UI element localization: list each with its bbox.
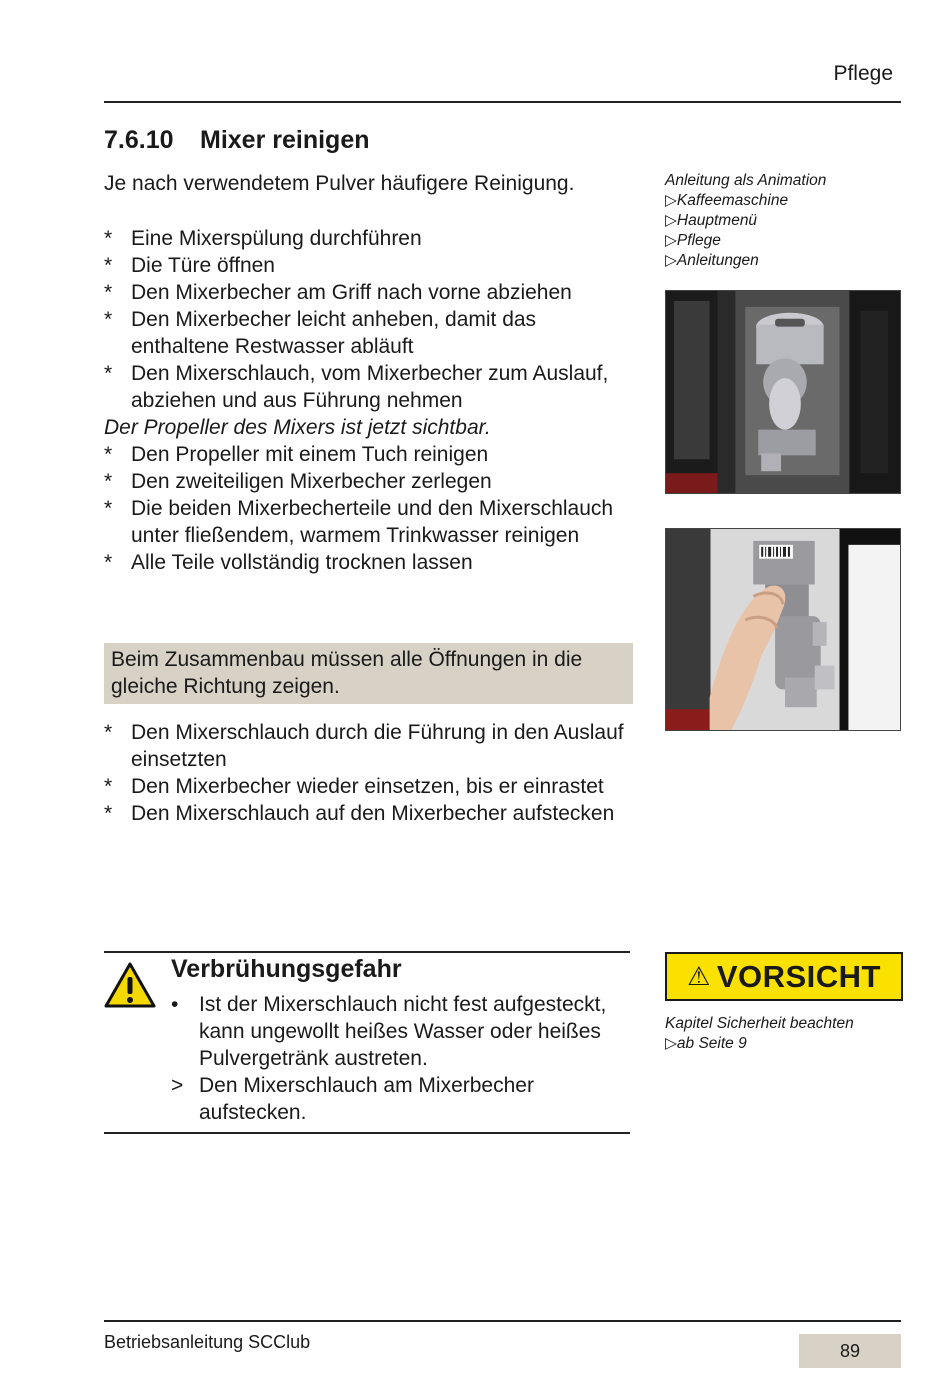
triangle-right-icon: ▷ — [665, 252, 677, 269]
list-item: * Den Mixerschlauch, vom Mixerbecher zum Auslauf, abziehen und aus Führung nehmen — [104, 360, 634, 414]
warning-triangle-icon: ⚠ — [687, 961, 711, 991]
footer-rule — [104, 1320, 901, 1322]
warning-list — [171, 991, 631, 1126]
steps-list-a — [104, 225, 634, 576]
list-item: * Den Mixerbecher wieder einsetzen, bis er einrastet — [104, 773, 634, 800]
list-item: * Die Türe öffnen — [104, 252, 634, 279]
caution-label — [665, 952, 903, 1001]
list-item: > Den Mixerschlauch am Mixerbecher aufstecken. — [171, 1074, 534, 1124]
list-item: • Ist der Mixerschlauch nicht fest aufgesteckt, kann ungewollt heißes Wasser oder heißes Pulvergetränk austreten. — [171, 993, 607, 1070]
safety-note — [665, 1014, 854, 1054]
italic-note: Der Propeller des Mixers ist jetzt sichtbar. — [104, 416, 491, 439]
page-number: 89 — [799, 1334, 901, 1368]
triangle-right-icon: ▷ — [665, 1035, 677, 1052]
list-item: * Alle Teile vollständig trocknen lassen — [104, 549, 634, 576]
section-title — [104, 126, 370, 155]
list-item: * Den Mixerbecher am Griff nach vorne abziehen — [104, 279, 634, 306]
caution-text: VORSICHT — [716, 958, 881, 994]
warning-box — [104, 951, 630, 1134]
menu-path-item: ▷Pflege — [665, 232, 721, 249]
intro-text: Je nach verwendetem Pulver häufigere Reinigung. — [104, 172, 575, 195]
list-item: * Den Mixerbecher leicht anheben, damit das enthaltene Restwasser abläuft — [104, 306, 634, 360]
mixer-photo — [665, 290, 901, 494]
safety-ref: ▷ab Seite 9 — [665, 1035, 747, 1052]
menu-path-item: ▷Kaffeemaschine — [665, 192, 789, 209]
section-title-text: Mixer reinigen — [200, 126, 370, 154]
footer-manual-title: Betriebsanleitung SCClub — [104, 1332, 311, 1352]
assembly-note: Beim Zusammenbau müssen alle Öffnungen in die gleiche Richtung zeigen. — [104, 643, 633, 704]
steps-list-c — [104, 719, 634, 827]
warning-title: Verbrühungsgefahr — [171, 955, 402, 983]
mixer-removal-photo — [665, 528, 901, 731]
list-item: * Eine Mixerspülung durchführen — [104, 225, 634, 252]
safety-note-text: Kapitel Sicherheit beachten — [665, 1015, 854, 1032]
menu-path-item: ▷Anleitungen — [665, 252, 759, 269]
warning-triangle-icon — [104, 961, 156, 1009]
list-item: * Den Propeller mit einem Tuch reinigen — [104, 441, 634, 468]
animation-note — [665, 171, 826, 271]
list-item: * Den zweiteiligen Mixerbecher zerlegen — [104, 468, 634, 495]
triangle-right-icon: ▷ — [665, 212, 677, 229]
header-rule — [104, 101, 901, 103]
list-item: * Den Mixerschlauch auf den Mixerbecher aufstecken — [104, 800, 634, 827]
list-item: * Den Mixerschlauch durch die Führung in den Auslauf einsetzten — [104, 719, 634, 773]
triangle-right-icon: ▷ — [665, 232, 677, 249]
menu-path-item: ▷Hauptmenü — [665, 212, 758, 229]
animation-title: Anleitung als Animation — [665, 172, 827, 189]
triangle-right-icon: ▷ — [665, 192, 677, 209]
section-number: 7.6.10 — [104, 126, 174, 154]
section-header: Pflege — [833, 62, 893, 85]
list-item: * Die beiden Mixerbecherteile und den Mixerschlauch unter fließendem, warmem Trinkwasser reinigen — [104, 495, 634, 549]
